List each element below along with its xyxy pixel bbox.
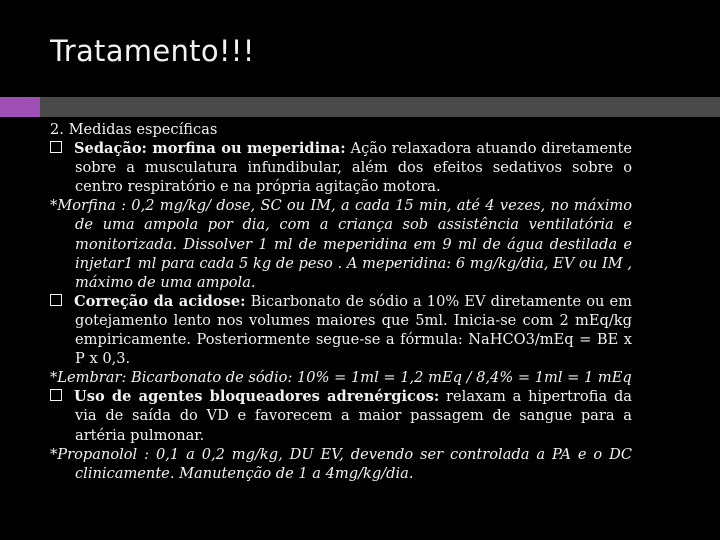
checkbox-bullet-icon [50, 389, 62, 401]
bullet-lead: Correção da acidose: [74, 292, 246, 310]
bullet-acidose [50, 292, 632, 368]
bullet-text: relaxam a hipertrofia da via de saída do VD e favorecem a maior passagem de sangue para a artéria pulmonar. [75, 388, 632, 444]
note-bicarbonato: *Lembrar: Bicarbonato de sódio: 10% = 1ml = 1,2 mEq / 8,4% = 1ml = 1 mEq [50, 369, 632, 387]
bullet-text: Ação relaxadora atuando diretamente sobre a musculatura infundibular, além dos efeitos sedativos sobre o centro respiratório e na própria agitação motora. [75, 140, 632, 196]
slide-title: Tratamento!!! [50, 34, 255, 68]
bullet-text: Bicarbonato de sódio a 10% EV diretamente ou em gotejamento lento nos volumes maiores que 5ml. Inicia-se com 2 mEq/kg empiricamente. Posteriormente segue-se a fórmula: NaHCO3/mEq = BE x P x 0,3. [75, 292, 632, 368]
bullet-bloqueadores [50, 387, 632, 444]
bullet-lead: Sedação: morfina ou meperidina: [74, 140, 346, 158]
checkbox-bullet-icon [50, 294, 62, 306]
accent-bar [0, 97, 40, 117]
bullet-lead: Uso de agentes bloqueadores adrenérgicos: [74, 388, 440, 406]
note-propanolol: *Propanolol : 0,1 a 0,2 mg/kg, DU EV, devendo ser controlada a PA e o DC clinicamente. Manutenção de 1 a 4mg/kg/dia. [50, 445, 632, 482]
title-divider-band [0, 97, 720, 117]
slide-body [50, 120, 632, 483]
bullet-sedacao [50, 139, 632, 196]
checkbox-bullet-icon [50, 141, 62, 153]
section-heading: 2. Medidas específicas [50, 121, 218, 138]
note-morfina: *Morfina : 0,2 mg/kg/ dose, SC ou IM, a cada 15 min, até 4 vezes, no máximo de uma ampola por dia, com a criança sob assistência ventilatória e monitorizada. Dissolver 1 ml de meperidina em 9 ml de água destilada e injetar1 ml para cada 5 kg de peso . A meperidina: 6 mg/kg/dia, EV ou IM , máximo de uma ampola. [50, 197, 632, 291]
